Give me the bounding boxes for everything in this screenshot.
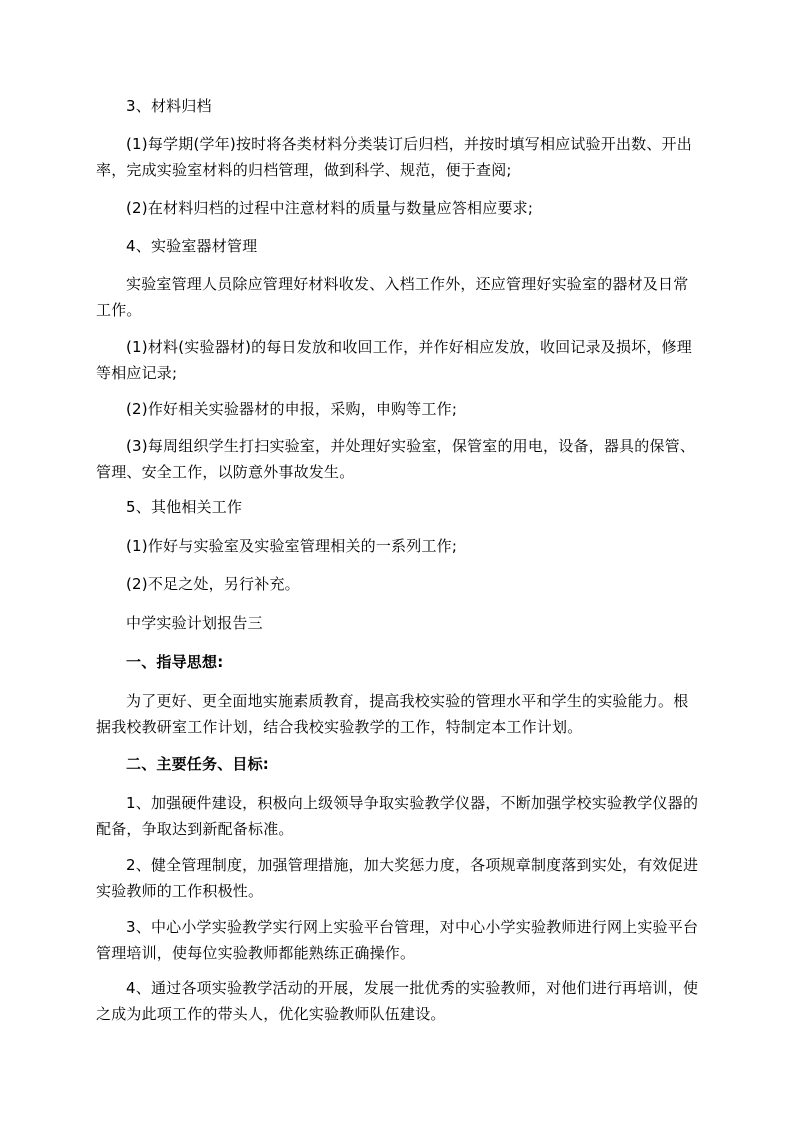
paragraph: (1)每学期(学年)按时将各类材料分类装订后归档，并按时填写相应试验开出数、开出率，完成实验室材料的归档管理，做到科学、规范，便于查阅; <box>96 135 692 179</box>
paragraph: (1)材料(实验器材)的每日发放和收回工作，并作好相应发放，收回记录及损坏，修理等相应记录; <box>96 338 692 382</box>
paragraph: 4、通过各项实验教学活动的开展，发展一批优秀的实验教师，对他们进行再培训，使之成为此项工作的带头人，优化实验教师队伍建设。 <box>96 979 699 1023</box>
paragraph: 3、中心小学实验教学实行网上实验平台管理，对中心小学实验教师进行网上实验平台管理培训，使每位实验教师都能熟练正确操作。 <box>96 918 699 962</box>
paragraph: 2、健全管理制度，加强管理措施，加大奖惩力度，各项规章制度落到实处，有效促进实验教师的工作积极性。 <box>96 856 699 900</box>
paragraph: 1、加强硬件建设，积极向上级领导争取实验教学仪器，不断加强学校实验教学仪器的配备，争取达到新配备标准。 <box>96 794 699 838</box>
heading-guiding-thought: 一、指导思想: <box>126 653 224 671</box>
paragraph: (2)作好相关实验器材的申报，采购，申购等工作; <box>126 400 458 418</box>
paragraph: (2)在材料归档的过程中注意材料的质量与数量应答相应要求; <box>126 199 534 217</box>
report-title: 中学实验计划报告三 <box>126 614 263 632</box>
section-heading-equipment-management: 4、实验室器材管理 <box>126 237 258 255</box>
section-heading-materials-archive: 3、材料归档 <box>126 97 212 115</box>
paragraph: (1)作好与实验室及实验室管理相关的一系列工作; <box>126 537 458 555</box>
paragraph: 为了更好、更全面地实施素质教育，提高我校实验的管理水平和学生的实验能力。根据我校教研室工作计划，结合我校实验教学的工作，特制定本工作计划。 <box>96 692 689 736</box>
section-heading-other-work: 5、其他相关工作 <box>126 498 243 516</box>
paragraph: (3)每周组织学生打扫实验室，并处理好实验室，保管室的用电，设备，器具的保管、管理、安全工作，以防意外事故发生。 <box>96 437 696 481</box>
heading-main-tasks: 二、主要任务、目标: <box>126 755 269 773</box>
paragraph: 实验室管理人员除应管理好材料收发、入档工作外，还应管理好实验室的器材及日常工作。 <box>96 275 689 319</box>
paragraph: (2)不足之处，另行补充。 <box>126 575 300 593</box>
